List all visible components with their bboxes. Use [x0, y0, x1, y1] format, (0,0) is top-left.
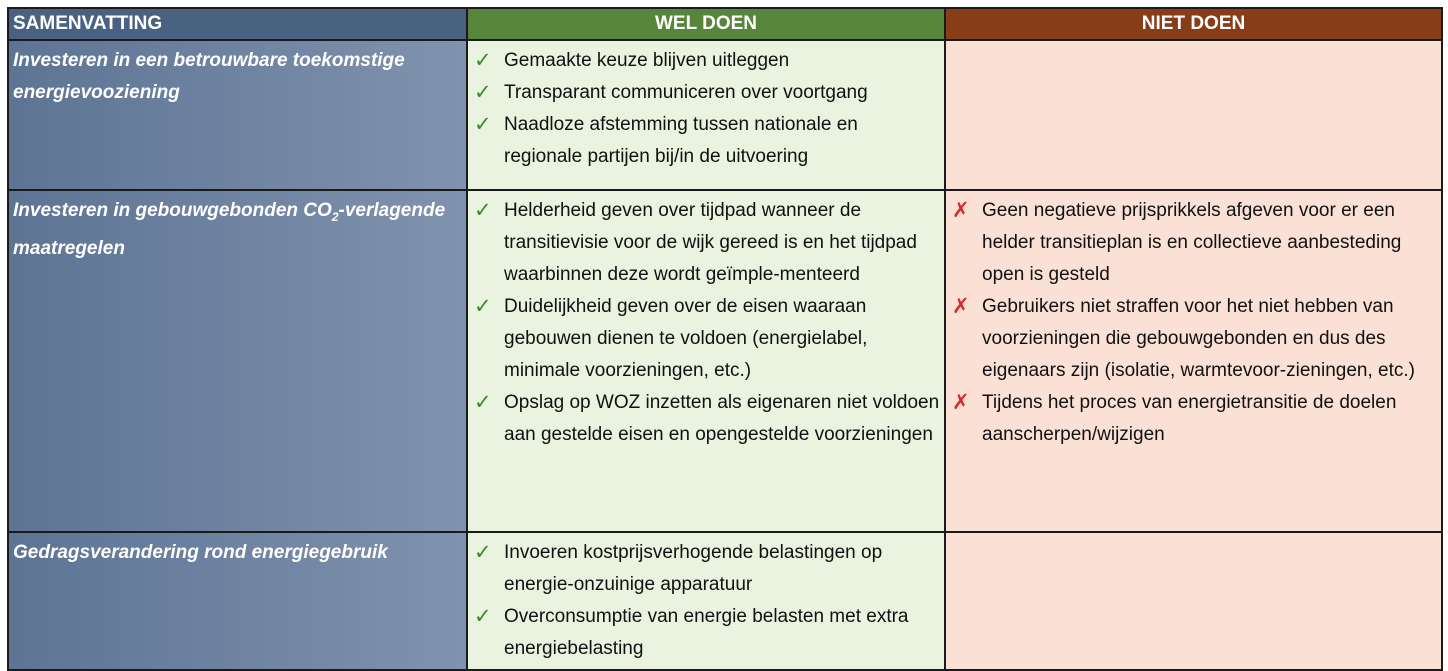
- check-icon: ✓: [474, 391, 492, 414]
- list-item: [474, 601, 940, 665]
- table-row: [8, 190, 1442, 532]
- list-item: [952, 387, 1437, 451]
- header-dont: NIET DOEN: [945, 8, 1442, 40]
- check-icon: ✓: [474, 113, 492, 136]
- check-icon: ✓: [474, 605, 492, 628]
- check-icon: ✓: [474, 541, 492, 564]
- list-item: [474, 195, 940, 291]
- do-cell: [467, 190, 945, 532]
- do-list: [468, 533, 944, 665]
- list-item: [474, 291, 940, 387]
- item-text: Tijdens het proces van energietransitie de doelen aanscherpen/wijzigen: [982, 392, 1397, 445]
- check-icon: ✓: [474, 81, 492, 104]
- do-list: [468, 191, 944, 451]
- item-text: Gebruikers niet straffen voor het niet hebben van voorzieningen die gebouwgebonden en dus des eigenaars zijn (isolatie, warmtevoor-zieningen, etc.): [982, 296, 1415, 381]
- list-item: [952, 291, 1437, 387]
- list-item: [474, 45, 940, 77]
- header-do: WEL DOEN: [467, 8, 945, 40]
- do-cell: [467, 532, 945, 670]
- summary-table: [7, 7, 1443, 671]
- table-row: [8, 532, 1442, 670]
- list-item: [474, 109, 940, 173]
- topic-text: -verlagende maatregelen: [13, 200, 446, 259]
- item-text: Helderheid geven over tijdpad wanneer de transitievisie voor de wijk gereed is en het tijdpad waarbinnen deze wordt geïmple-menteerd: [504, 200, 917, 285]
- item-text: Duidelijkheid geven over de eisen waaraan gebouwen dienen te voldoen (energielabel, minimale voorzieningen, etc.): [504, 296, 868, 381]
- dont-cell: [945, 40, 1442, 190]
- header-row: [8, 8, 1442, 40]
- table-row: [8, 40, 1442, 190]
- check-icon: ✓: [474, 49, 492, 72]
- item-text: Gemaakte keuze blijven uitleggen: [504, 50, 790, 71]
- dont-cell: [945, 190, 1442, 532]
- list-item: [474, 77, 940, 109]
- item-text: Opslag op WOZ inzetten als eigenaren niet voldoen aan gestelde eisen en opengestelde voorzieningen: [504, 392, 940, 445]
- item-text: Geen negatieve prijsprikkels afgeven voor er een helder transitieplan is en collectieve aanbesteding open is gesteld: [982, 200, 1402, 285]
- item-text: Transparant communiceren over voortgang: [504, 82, 868, 103]
- check-icon: ✓: [474, 295, 492, 318]
- subscript: 2: [331, 209, 339, 224]
- header-summary: SAMENVATTING: [8, 8, 467, 40]
- item-text: Naadloze afstemming tussen nationale en regionale partijen bij/in de uitvoering: [504, 114, 858, 167]
- topic-cell: [8, 190, 467, 532]
- dont-list: [946, 191, 1441, 451]
- cross-icon: ✗: [952, 391, 970, 414]
- topic-cell: Investeren in een betrouwbare toekomstige energievooziening: [8, 40, 467, 190]
- list-item: [474, 537, 940, 601]
- do-list: [468, 41, 944, 173]
- check-icon: ✓: [474, 199, 492, 222]
- cross-icon: ✗: [952, 295, 970, 318]
- do-cell: [467, 40, 945, 190]
- dont-cell: [945, 532, 1442, 670]
- list-item: [474, 387, 940, 451]
- topic-text: Investeren in gebouwgebonden CO: [13, 200, 332, 221]
- topic-cell: Gedragsverandering rond energiegebruik: [8, 532, 467, 670]
- item-text: Invoeren kostprijsverhogende belastingen op energie-onzuinige apparatuur: [504, 542, 883, 595]
- cross-icon: ✗: [952, 199, 970, 222]
- item-text: Overconsumptie van energie belasten met extra energiebelasting: [504, 606, 909, 659]
- list-item: [952, 195, 1437, 291]
